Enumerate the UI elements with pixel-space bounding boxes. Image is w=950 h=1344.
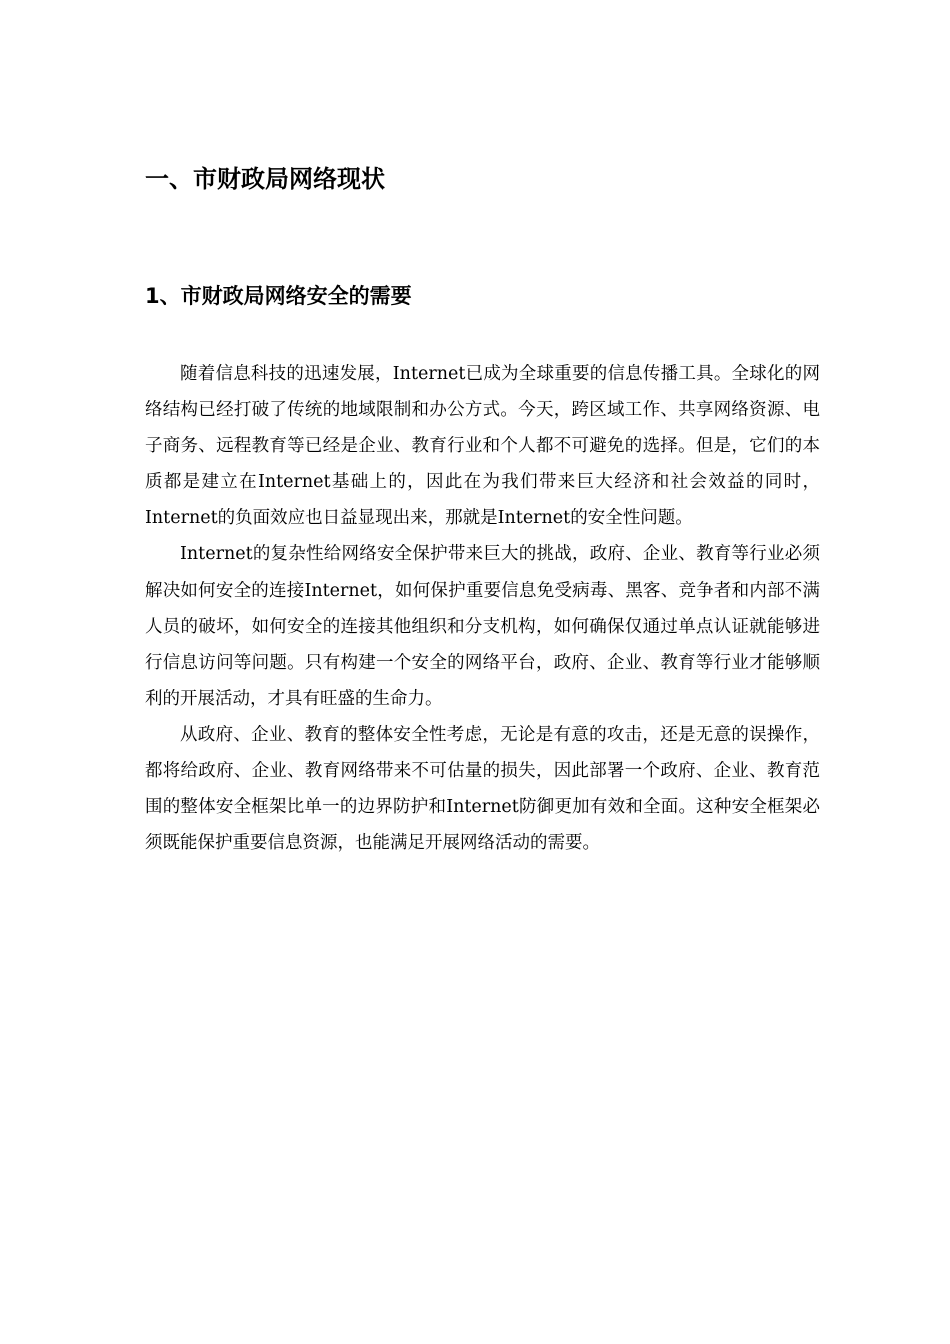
paragraph-2: Internet的复杂性给网络安全保护带来巨大的挑战，政府、企业、教育等行业必须解决如何安全的连接Internet，如何保护重要信息免受病毒、黑客、竞争者和内部不满人员的破坏，如何安全的连接其他组织和分支机构，如何确保仅通过单点认证就能够进行信息访问等问题。只有构建一个安全的网络平台，政府、企业、教育等行业才能够顺利的开展活动，才具有旺盛的生命力。	[145, 544, 820, 709]
body-text	[145, 356, 820, 861]
section-heading: 一、市财政局网络现状	[145, 165, 385, 193]
subsection-heading: 1、市财政局网络安全的需要	[145, 284, 412, 308]
paragraph-1: 随着信息科技的迅速发展，Internet已成为全球重要的信息传播工具。全球化的网络结构已经打破了传统的地域限制和办公方式。今天，跨区域工作、共享网络资源、电子商务、远程教育等已经是企业、教育行业和个人都不可避免的选择。但是，它们的本质都是建立在Internet基础上的，因此在为我们带来巨大经济和社会效益的同时，Internet的负面效应也日益显现出来，那就是Internet的安全性问题。	[145, 364, 820, 529]
paragraph-3: 从政府、企业、教育的整体安全性考虑，无论是有意的攻击，还是无意的误操作，都将给政府、企业、教育网络带来不可估量的损失，因此部署一个政府、企业、教育范围的整体安全框架比单一的边界防护和Internet防御更加有效和全面。这种安全框架必须既能保护重要信息资源，也能满足开展网络活动的需要。	[145, 724, 820, 854]
